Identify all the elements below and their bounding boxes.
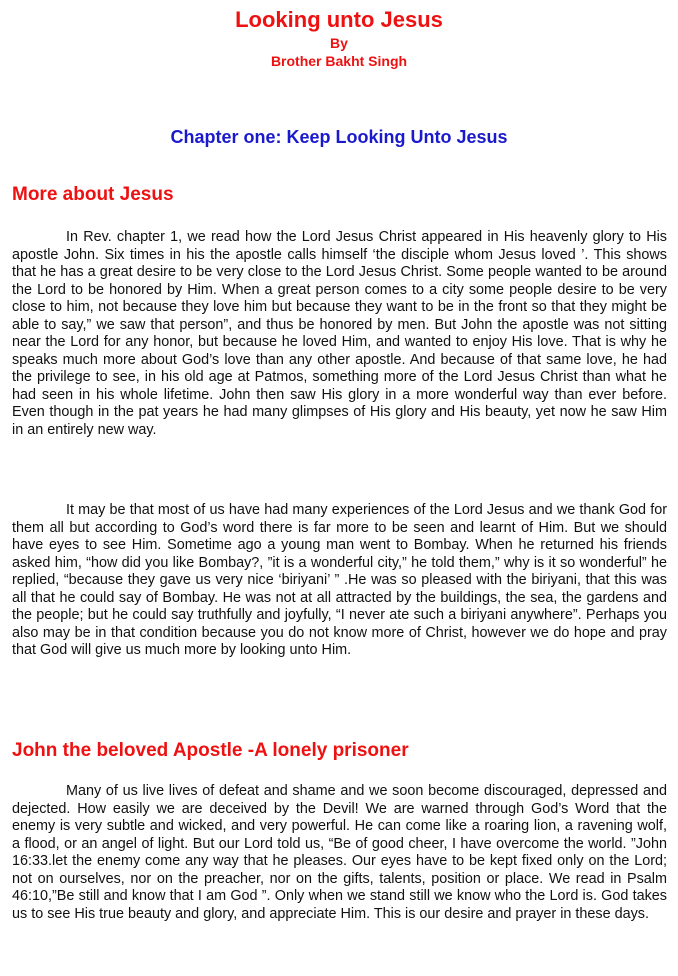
paragraph: Many of us live lives of defeat and shame and we soon become discouraged, depressed and dejected. How easily we are deceived by the Devil! We are warned through God’s Word that the enemy is very subtle and wicked, and very powerful. He can come like a roaring lion, a ravening wolf, a flood, or an angel of light. But our Lord told us, “Be of good cheer, I have overcome the world. ”John 16:33.let the enemy come any way that he pleases. Our eyes have to be kept fixed only on the Lord; not on ourselves, nor on the preacher, nor on the gifts, talents, position or place. We read in Psalm 46:10,”Be still and know that I am God ”. Only when we stand still we know who the Lord is. God takes us to see His true beauty and glory, and appreciate Him. This is our desire and prayer in these days. xyxy=(12,783,667,922)
paragraph: It may be that most of us have had many experiences of the Lord Jesus and we thank God for them all but according to God’s word there is far more to be seen and learnt of Him. But we should have eyes to see Him. Sometime ago a young man went to Bombay. When he returned his friends asked him, “how did you like Bombay?, ”it is a wonderful city,” he told them,” why is it so wonderful” he replied, “because they gave us very nice ‘biriyani’ ” .He was so pleased with the biriyani, that this was all that he could say of Bombay. He was not at all attracted by the buildings, the sea, the gardens and the people; but he could say truthfully and joyfully, “I never ate such a biriyani anywhere”. Perhaps you also may be in that condition because you do not know more of Christ, however we do hope and pray that God will give us much more by looking unto Him. xyxy=(12,502,667,658)
section-heading-john-the-beloved-apostle: John the beloved Apostle -A lonely prisoner xyxy=(12,740,409,761)
chapter-title: Chapter one: Keep Looking Unto Jesus xyxy=(170,127,508,147)
section-heading-more-about-jesus: More about Jesus xyxy=(12,184,174,205)
author-name: Brother Bakht Singh xyxy=(270,53,408,69)
book-title: Looking unto Jesus xyxy=(235,7,443,32)
byline: By xyxy=(330,35,348,51)
paragraph: In Rev. chapter 1, we read how the Lord Jesus Christ appeared in His heavenly glory to His apostle John. Six times in his the apostle calls himself ‘the disciple whom Jesus loved ’. This shows that he has a great desire to be very close to the Lord Jesus Christ. Some people wanted to be around the Lord to be honored by Him. When a great person comes to a city some people desire to be very close to him, not because they love him but because they want to be in the front so that they might be able to say,” we saw that person”, and thus be honored by men. But John the apostle was not sitting near the Lord for any honor, but because he loved Him, and wanted to enjoy His love. That is why he speaks much more about God’s love than any other apostle. And because of that same love, he had the privilege to see, in his old age at Patmos, something more of the Lord Jesus Christ than what he had seen in his whole lifetime. John then saw His glory in a more wonderful way than ever before. Even though in the pat years he had many glimpses of His glory and His beauty, yet now he saw Him in an entirely new way. xyxy=(12,229,667,438)
